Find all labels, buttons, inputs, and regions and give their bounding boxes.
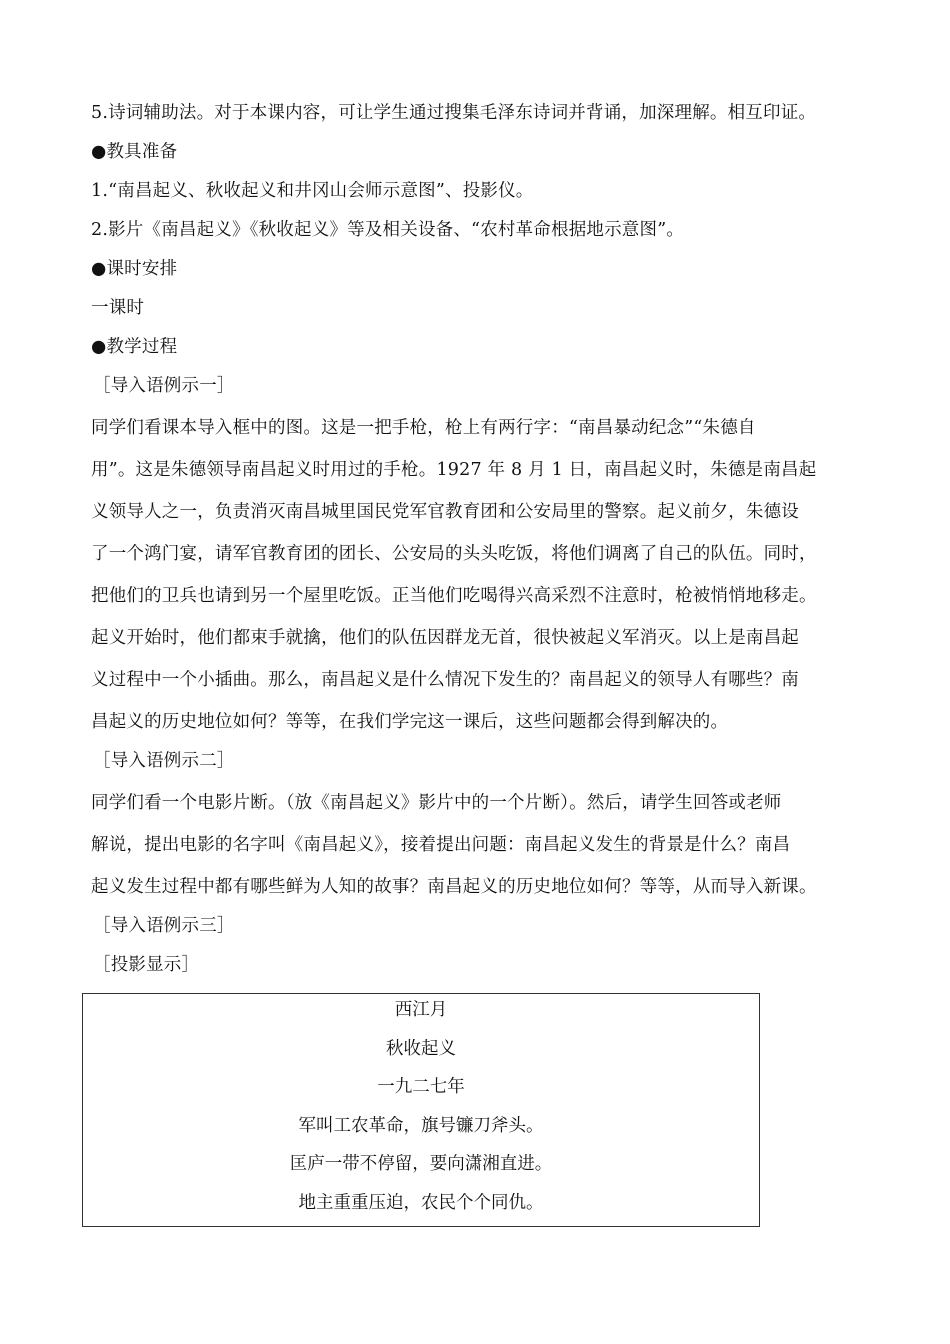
paragraph-line: 用”。这是朱德领导南昌起义时用过的手枪。1927 年 8 月 1 日，南昌起义时，朱德是南昌起 [91,460,817,480]
paragraph-line: 昌起义的历史地位如何？等等，在我们学完这一课后，这些问题都会得到解决的。 [91,712,729,732]
document-page [91,97,881,988]
paragraph-line: 同学们看课本导入框中的图。这是一把手枪，枪上有两行字：“南昌暴动纪念”“朱德自 [91,418,756,438]
intro-example-2-heading: ［导入语例示二］ [93,751,235,771]
intro-example-1-paragraph [91,409,881,745]
method-5-text: 5.诗词辅助法。对于本课内容，可让学生通过搜集毛泽东诗词并背诵，加深理解。相互印证。 [91,103,817,123]
poem-verse: 匡庐一带不停留，要向潇湘直进。 [289,1154,553,1174]
tools-item-2: 2.影片《南昌起义》《秋收起义》等及相关设备、“农村革命根据地示意图”。 [91,220,685,240]
section-heading-schedule: ●课时安排 [91,259,178,279]
tools-item-1: 1.“南昌起义、秋收起义和井冈山会师示意图”、投影仪。 [91,181,534,201]
intro-example-3-heading: ［导入语例示三］ [93,916,235,936]
poem-verse: 地主重重压迫，农民个个同仇。 [298,1192,544,1213]
paragraph-line: 起义发生过程中都有哪些鲜为人知的故事？南昌起义的历史地位如何？等等，从而导入新课。 [91,877,817,897]
intro-example-2-paragraph [91,784,881,910]
paragraph-line: 起义开始时，他们都束手就擒，他们的队伍因群龙无首，很快被起义军消灭。以上是南昌起 [91,628,799,648]
paragraph-line: 同学们看一个电影片断。（放《南昌起义》影片中的一个片断）。然后，请学生回答或老师 [91,793,782,813]
poem-subtitle: 秋收起义 [386,1038,456,1059]
intro-example-1-heading: ［导入语例示一］ [93,376,235,396]
poem-year: 一九二七年 [377,1077,465,1097]
section-heading-process: ●教学过程 [91,337,178,357]
projection-heading: ［投影显示］ [93,955,200,975]
paragraph-line: 义过程中一个小插曲。那么，南昌起义是什么情况下发生的？南昌起义的领导人有哪些？南 [91,670,799,690]
poem-box [82,993,760,1227]
poem-verse: 军叫工农革命，旗号镰刀斧头。 [298,1115,544,1136]
section-heading-teaching-tools: ●教具准备 [91,142,178,162]
schedule-value: 一课时 [91,298,145,318]
poem-title: 西江月 [394,1000,448,1020]
paragraph-line: 把他们的卫兵也请到另一个屋里吃饭。正当他们吃喝得兴高采烈不注意时，枪被悄悄地移走。 [91,586,817,606]
paragraph-line: 义领导人之一，负责消灭南昌城里国民党军官教育团和公安局里的警察。起义前夕，朱德设 [91,502,799,522]
paragraph-line: 了一个鸿门宴，请军官教育团的团长、公安局的头头吃饭，将他们调离了自己的队伍。同时， [91,544,817,564]
intro-lines [91,97,881,409]
paragraph-line: 解说，提出电影的名字叫《南昌起义》，接着提出问题：南昌起义发生的背景是什么？南昌 [91,835,791,855]
